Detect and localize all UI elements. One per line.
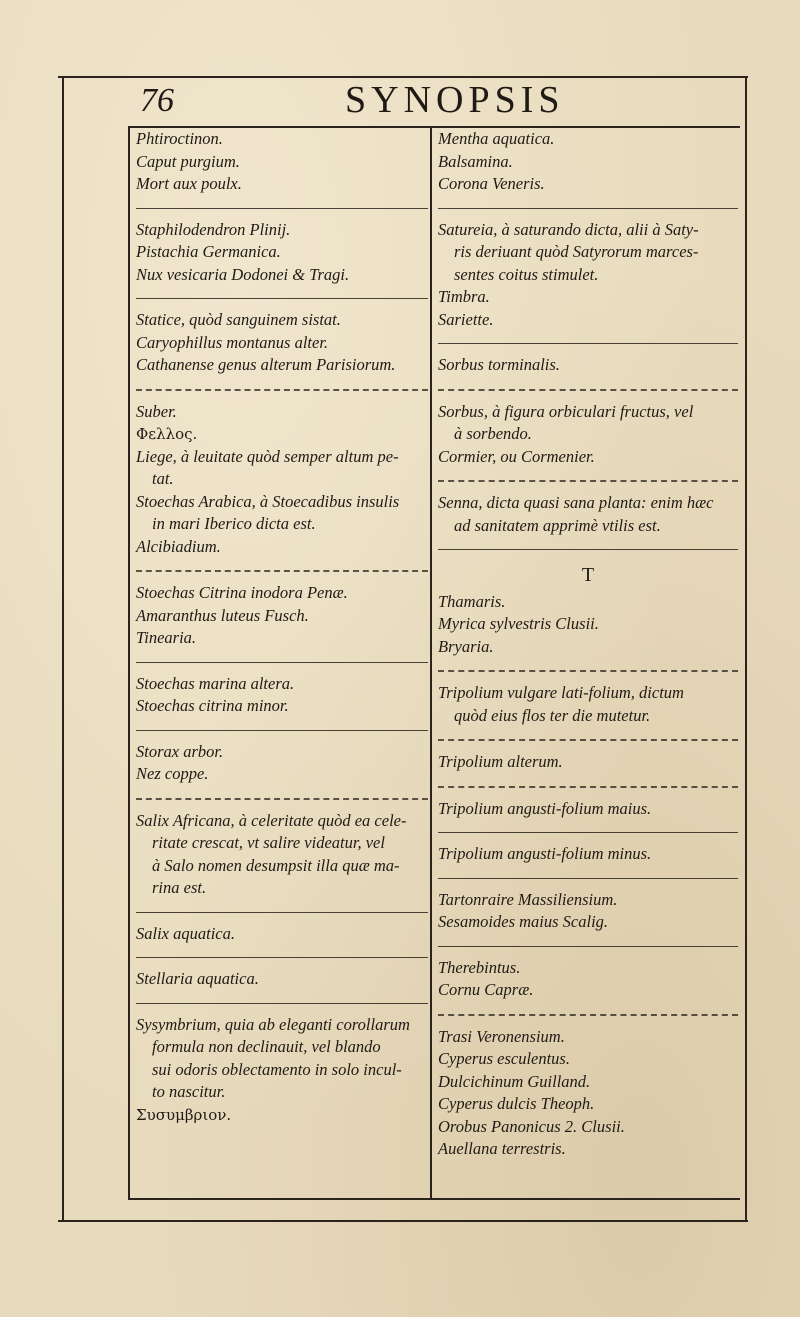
entry-line: Auellana terrestris.: [438, 1139, 566, 1158]
entry-line: Therebintus.: [438, 957, 521, 977]
entry-line: Συσυμβριον.: [136, 1105, 232, 1124]
entry-group: [136, 401, 428, 559]
entry-line: formula non declinauit, vel blando: [152, 1037, 381, 1056]
entry-line: Corona Veneris.: [438, 174, 545, 193]
page-header: [60, 80, 740, 124]
entry-separator: [136, 298, 428, 299]
entry-group: [438, 1026, 738, 1161]
entry-line: Salix Africana, à celeritate quòd ea cele-: [136, 810, 407, 830]
entry-group: [438, 682, 738, 727]
entry-group: [136, 968, 428, 991]
entry-line: Sesamoides maius Scalig.: [438, 912, 609, 931]
page-title: SYNOPSIS: [345, 79, 565, 121]
entry-separator: [438, 208, 738, 209]
entry-line: Caput purgium.: [136, 151, 240, 171]
entry-line: Staphilodendron Plinij.: [136, 219, 291, 239]
entry-group: [438, 564, 738, 658]
entry-line: tat.: [152, 469, 174, 488]
entry-line: Stoechas Citrina inodora Penæ.: [136, 583, 348, 602]
entry-group: [136, 923, 428, 946]
entry-line: Cormier, ou Cormenier.: [438, 446, 595, 466]
entry-separator: [438, 343, 738, 344]
entry-line: Nux vesicaria Dodonei & Tragi.: [136, 264, 350, 284]
entry-line: Dulcichinum Guilland.: [438, 1071, 591, 1091]
entry-group: [438, 798, 738, 821]
entry-group: [438, 751, 738, 774]
entry-separator: [438, 832, 738, 833]
entry-group: [136, 810, 428, 900]
entry-line: Tripolium angusti-folium minus.: [438, 844, 652, 863]
entry-group: [438, 843, 738, 866]
entry-line: Sorbus torminalis.: [438, 355, 560, 374]
entry-line: Stoechas citrina minor.: [136, 696, 289, 715]
entry-line: ritate crescat, vt salire videatur, vel: [152, 833, 385, 852]
entry-separator: [136, 1003, 428, 1004]
entry-line: Amaranthus luteus Fusch.: [136, 605, 309, 625]
page-number: 76: [140, 82, 174, 119]
entry-line: Orobus Panonicus 2. Clusii.: [438, 1116, 625, 1136]
entry-separator: [136, 208, 428, 209]
entry-line: à sorbendo.: [454, 424, 532, 443]
entry-group: [438, 889, 738, 934]
entry-separator: [136, 570, 428, 572]
entry-line: Mort aux poulx.: [136, 174, 242, 193]
entry-line: ad sanitatem apprimè vtilis est.: [454, 515, 661, 535]
entry-separator: [438, 739, 738, 741]
entry-line: Sysymbrium, quia ab eleganti corollarum: [136, 1014, 410, 1034]
entry-separator: [438, 389, 738, 391]
entry-group: [136, 128, 428, 196]
entry-line: Cyperus esculentus.: [438, 1049, 570, 1068]
entry-line: Phtiroctinon.: [136, 129, 223, 148]
entry-separator: [438, 786, 738, 788]
entry-line: Trasi Veronensium.: [438, 1026, 565, 1046]
entry-line: Mentha aquatica.: [438, 129, 555, 148]
entry-line: rina est.: [152, 878, 207, 897]
entry-line: Senna, dicta quasi sana planta: enim hæc: [438, 493, 714, 512]
entry-separator: [438, 549, 738, 550]
entry-line: Stoechas Arabica, à Stoecadibus insulis: [136, 491, 400, 511]
entry-line: Balsamina.: [438, 151, 513, 171]
entry-line: Tripolium vulgare lati-folium, dictum: [438, 683, 684, 702]
entry-line: Timbra.: [438, 287, 490, 306]
entry-separator: [438, 1014, 738, 1016]
entry-group: [136, 219, 428, 287]
entry-line: Sariette.: [438, 309, 494, 329]
entry-line: Storax arbor.: [136, 741, 224, 761]
entry-line: Liege, à leuitate quòd semper altum pe-: [136, 446, 399, 466]
entry-group: [438, 401, 738, 469]
left-frame-rule: [62, 78, 64, 1222]
right-column: [438, 128, 738, 1161]
entry-separator: [136, 798, 428, 800]
entry-separator: [136, 730, 428, 731]
left-column: [136, 128, 428, 1126]
entry-line: Suber.: [136, 401, 177, 421]
entry-line: Φελλος.: [136, 425, 198, 443]
entry-line: Nez coppe.: [136, 764, 209, 783]
right-frame-rule: [745, 78, 747, 1222]
entry-line: quòd eius flos ter die mutetur.: [454, 705, 651, 725]
entry-line: Pistachia Germanica.: [136, 242, 281, 261]
entry-separator: [136, 957, 428, 958]
entry-line: sentes coitus stimulet.: [454, 264, 599, 284]
entry-line: to nascitur.: [152, 1082, 226, 1101]
column-divider: [430, 128, 432, 1198]
left-inner-rule: [128, 128, 130, 1198]
entry-line: Cathanense genus alterum Parisiorum.: [136, 355, 396, 374]
entry-group: [438, 128, 738, 196]
entry-line: in mari Iberico dicta est.: [152, 514, 316, 533]
entry-line: Tinearia.: [136, 628, 197, 647]
entry-line: sui odoris oblectamento in solo incul-: [152, 1059, 402, 1079]
entry-line: Thamaris.: [438, 591, 506, 611]
entry-group: [136, 582, 428, 650]
entry-separator: [438, 480, 738, 482]
entry-group: [136, 1014, 428, 1127]
entry-line: Tripolium angusti-folium maius.: [438, 798, 652, 818]
entry-line: ris deriuant quòd Satyrorum marces-: [454, 242, 699, 261]
entry-line: Myrica sylvestris Clusii.: [438, 614, 599, 633]
entry-separator: [438, 946, 738, 947]
bottom-inner-rule: [128, 1198, 740, 1200]
entry-group: [438, 492, 738, 537]
entry-separator: [438, 670, 738, 672]
entry-line: Stellaria aquatica.: [136, 969, 259, 988]
entry-group: [136, 741, 428, 786]
entry-group: [438, 219, 738, 332]
entry-group: [136, 309, 428, 377]
entry-line: Caryophillus montanus alter.: [136, 332, 329, 352]
entry-line: Salix aquatica.: [136, 923, 235, 943]
bottom-outer-rule: [58, 1220, 748, 1222]
entry-line: Satureia, à saturando dicta, alii à Saty-: [438, 219, 699, 239]
entry-line: Sorbus, à figura orbiculari fructus, vel: [438, 401, 694, 421]
entry-group: [438, 957, 738, 1002]
entry-line: Stoechas marina altera.: [136, 673, 295, 693]
entry-group: [438, 354, 738, 377]
entry-line: Cornu Capræ.: [438, 980, 534, 999]
entry-group: [136, 673, 428, 718]
entry-separator: [438, 878, 738, 879]
entry-line: Tartonraire Massiliensium.: [438, 889, 618, 909]
entry-separator: [136, 389, 428, 391]
entry-line: Statice, quòd sanguinem sistat.: [136, 310, 341, 329]
entry-line: Alcibiadium.: [136, 536, 221, 556]
entry-separator: [136, 662, 428, 663]
entry-separator: [136, 912, 428, 913]
entry-line: à Salo nomen desumpsit illa quæ ma-: [152, 855, 400, 875]
entry-line: Cyperus dulcis Theoph.: [438, 1094, 595, 1113]
entry-line: Tripolium alterum.: [438, 752, 563, 771]
entry-line: Bryaria.: [438, 636, 494, 656]
section-letter: T: [581, 564, 595, 586]
